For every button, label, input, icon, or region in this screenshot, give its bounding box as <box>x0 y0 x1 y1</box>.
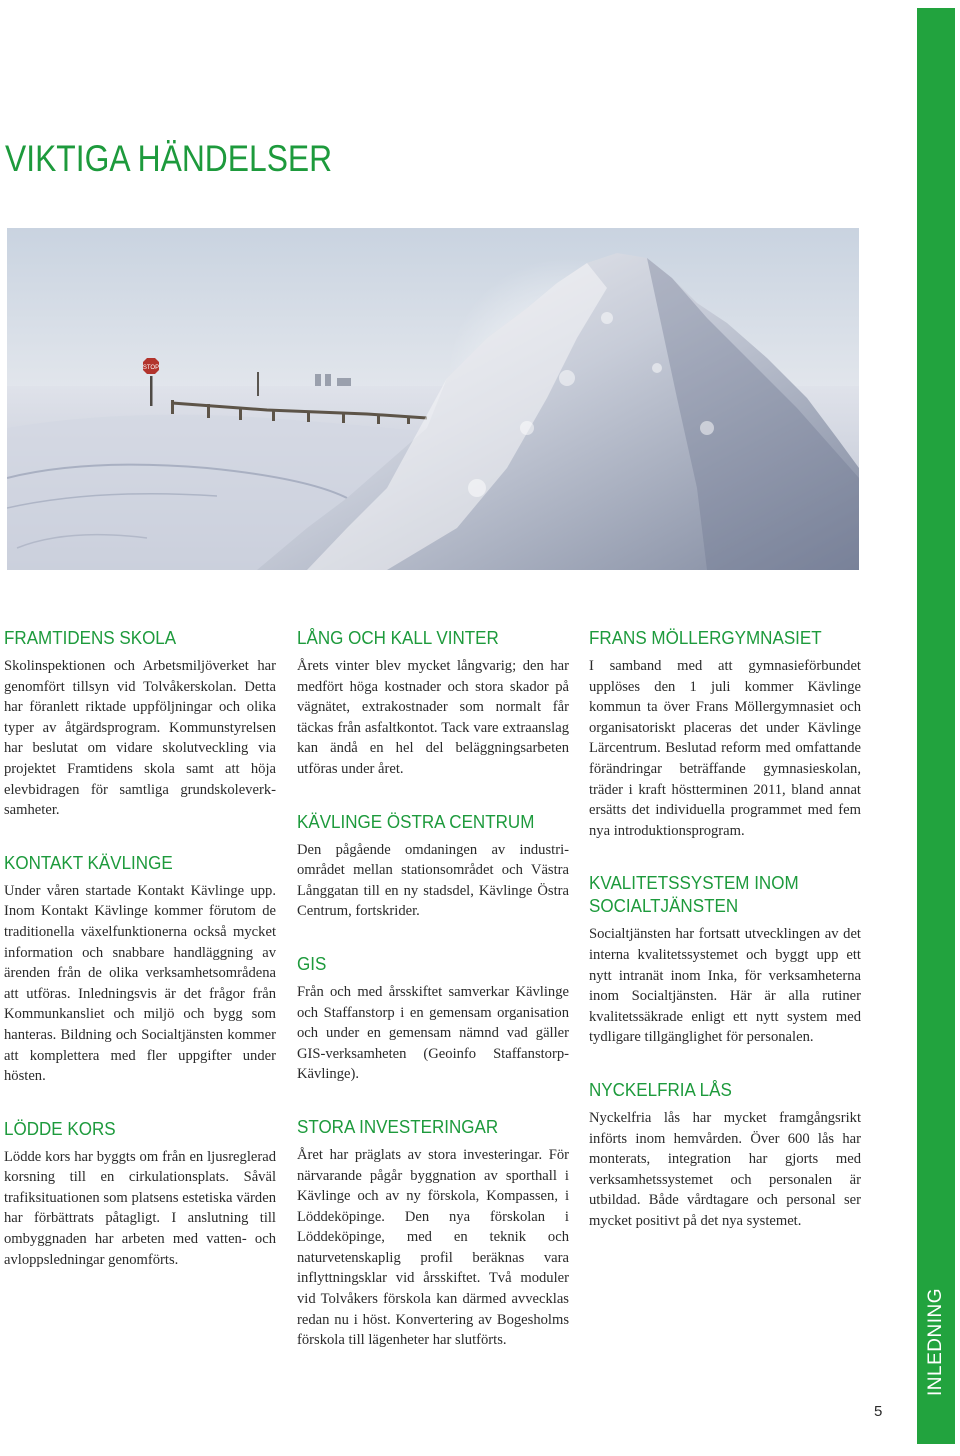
section-gis <box>297 952 569 1085</box>
section-framtidens-skola <box>4 626 276 821</box>
section-body: Nyckelfria lås har mycket framgångsrikt införts inom hemvården. Över 600 lås har monterats, integration har gjorts med verksamhetssystemet och personalen är utbildad. Både vårdtagare och personal ser mycket positivt på det nya systemet. <box>589 1109 861 1229</box>
section-frans-mollergymnasiet <box>589 626 861 841</box>
section-body: Socialtjänsten har fortsatt utvecklingen av det interna kvalitetssystemet och byggt upp ett nytt intranät inom Inka, för verksamheterna inom Socialtjänsten. Här är alla rutiner kvalitetssäkrade enligt ett nytt system med tydligare tillgänglighet för personalen. <box>589 926 861 1046</box>
section-body: Under våren startade Kontakt Kävlinge upp. Inom Kontakt Kävlinge kommer förutom de traditionella växelfunktionerna också mycket information och snabbare handläggning av ärenden från de olika verksamhetsområdena att utföras. Inledningsvis är det frågor från Kommunkansliet och miljö och bygg som hanteras. Bildning och Socialtjänsten kommer att komplettera med fler uppgifter under hösten. <box>4 882 276 1085</box>
page-number: 5 <box>874 1403 883 1420</box>
section-heading: LÅNG OCH KALL VINTER <box>297 627 499 648</box>
section-kontakt-kavlinge <box>4 851 276 1087</box>
section-body: Den pågående omdaningen av industriområdet mellan stationsområdet och Västra Långgatan till en ny stadsdel, Kävlinge Östra Centrum, fortskrider. <box>297 841 569 920</box>
section-body: Lödde kors har byggts om från en ljusreglerad korsning till en cirkulationsplats. Såväl trafiksituationen som platsens estetiska värden har förbättrats påtagligt. I anslutning till ombyggnaden har arbeten med vatten- och avloppsledningar genomförts. <box>4 1148 276 1268</box>
section-lang-och-kall-vinter <box>297 626 569 780</box>
section-lodde-kors <box>4 1117 276 1271</box>
stop-sign-text: STOP <box>142 365 160 371</box>
section-body: I samband med att gymnasieförbundet upplöses den 1 juli kommer Kävlinge kommun ta över Frans Möllergymnasiet och organisatoriskt placeras det under Kävlinge Lärcentrum. Beslutad reform med omfattande förändringar beträffande gymnasieskolan, träder i kraft höstterminen 2011, bland annat ersätts det individuella programmet med fem nya introduktionsprogram. <box>589 658 861 839</box>
side-tab-bar <box>917 8 955 1444</box>
column-right <box>589 626 861 1261</box>
page-title: VIKTIGA HÄNDELSER <box>5 138 333 179</box>
section-heading: FRAMTIDENS SKOLA <box>4 627 177 648</box>
section-heading: KVALITETSSYSTEM INOM SOCIALTJÄNSTEN <box>589 872 799 917</box>
section-stora-investeringar <box>297 1115 569 1351</box>
column-left <box>4 626 276 1300</box>
section-nyckelfria-las <box>589 1078 861 1232</box>
section-body: Från och med årsskiftet samverkar Kävlinge och Staffanstorp i en gemensam organisation och under en gemensam nämnd vad gäller GIS-verksamheten (Geoinfo Staffanstorp-Kävlinge). <box>297 983 569 1083</box>
section-heading: GIS <box>297 952 327 974</box>
section-body: Skolinspektionen och Arbetsmiljöverket har genomfört tillsyn vid Tolvåkerskolan. Detta har föranlett riktade uppföljningar och olika typer av åtgärdsprogram. Kommunstyrelsen har beslutat om vidare skolutveckling via projektet Framtidens skola samt att höja elevbidragen för samtliga grundskoleverksamheter. <box>4 658 276 819</box>
section-heading: NYCKELFRIA LÅS <box>589 1078 732 1100</box>
section-kvalitetssystem <box>589 871 861 1048</box>
section-heading: LÖDDE KORS <box>4 1117 116 1139</box>
side-tab-label: INLEDNING <box>925 1288 946 1396</box>
section-body: Året har präglats av stora investeringar. För närvarande pågår byggnation av sporthall i Kävlinge och av ny förskola, Kompassen, i Löddeköpinge. Den nya förskolan i Löddeköpinge, med en teknik och naturvetenskaplig profil beräknas vara inflyttningsklar vid årsskiftet. Två moduler vid Tolvåkers förskola kan därmed avvecklas redan nu i höst. Konvertering av Bogesholms förskola till lägenheter har slutförts. <box>297 1146 569 1349</box>
section-body: Årets vinter blev mycket långvarig; den har medfört höga kostnader och stora skador på vägnätet, extrakostnader som normalt får täckas från asfaltkontot. Tack vare extraanslag kan ändå en hel del beläggningsarbeten utföras under året. <box>297 658 569 777</box>
section-heading: FRANS MÖLLERGYMNASIET <box>589 627 822 648</box>
snow-pile-photo <box>7 228 859 570</box>
section-kavlinge-ostra-centrum <box>297 810 569 922</box>
column-middle <box>297 626 569 1381</box>
section-heading: STORA INVESTERINGAR <box>297 1115 499 1137</box>
section-heading: KÄVLINGE ÖSTRA CENTRUM <box>297 810 535 832</box>
section-heading: KONTAKT KÄVLINGE <box>4 851 173 873</box>
